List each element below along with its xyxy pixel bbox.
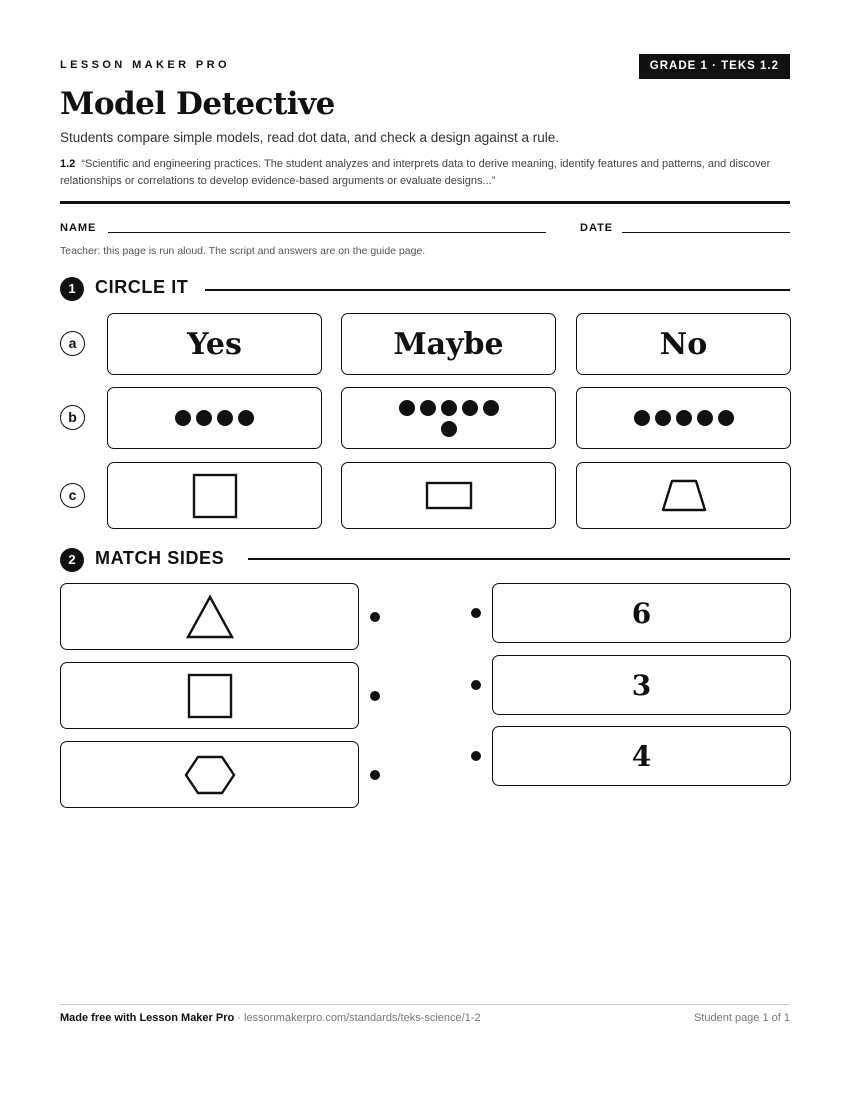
data-dot: [238, 410, 254, 426]
section-2-title: MATCH SIDES: [95, 548, 225, 568]
rectangle-icon: [424, 480, 474, 512]
section-2-number: 2: [60, 548, 84, 572]
dot-group: [394, 400, 504, 437]
square-icon: [190, 471, 240, 521]
match-shape-hexagon[interactable]: [60, 741, 359, 808]
match-dot-left-3[interactable]: [370, 770, 380, 780]
match-number-2[interactable]: [492, 655, 791, 715]
data-dot: [420, 400, 436, 416]
data-dot: [634, 410, 650, 426]
data-dot: [697, 410, 713, 426]
data-dot: [399, 400, 415, 416]
footer-divider: [60, 1004, 790, 1005]
data-dot: [462, 400, 478, 416]
dot-group: [160, 410, 270, 426]
standard-quote: [60, 156, 780, 190]
footer-made-with: Made free with Lesson Maker Pro: [60, 1012, 235, 1024]
triangle-icon: [185, 594, 235, 640]
data-dot: [655, 410, 671, 426]
trapezoid-icon: [659, 478, 709, 514]
section-1-rule: [205, 289, 790, 291]
option-yes-text: Yes: [187, 326, 242, 362]
dot-group: [629, 410, 739, 426]
data-dot: [196, 410, 212, 426]
dot-option-2[interactable]: [341, 387, 556, 449]
shape-option-3[interactable]: [576, 462, 791, 529]
page-subtitle: Students compare simple models, read dot data, and check a design against a rule.: [60, 130, 560, 145]
footer-separator: ·: [234, 1012, 244, 1024]
dot-option-1[interactable]: [107, 387, 322, 449]
match-dot-left-1[interactable]: [370, 612, 380, 622]
data-dot: [718, 410, 734, 426]
match-dot-right-2[interactable]: [471, 680, 481, 690]
footer-page-count: Student page 1 of 1: [693, 1012, 790, 1024]
match-dot-right-3[interactable]: [471, 751, 481, 761]
hexagon-icon: [183, 754, 237, 796]
brand-label: LESSON MAKER PRO: [60, 59, 230, 71]
option-maybe-text: Maybe: [393, 326, 504, 362]
match-number-1-text: 6: [631, 596, 652, 630]
match-shape-square[interactable]: [60, 662, 359, 729]
data-dot: [441, 400, 457, 416]
data-dot: [217, 410, 233, 426]
section-1-number: 1: [60, 277, 84, 301]
option-yes[interactable]: [107, 313, 322, 375]
match-shape-triangle[interactable]: [60, 583, 359, 650]
header-divider: [60, 201, 790, 204]
section-1-title: CIRCLE IT: [95, 277, 189, 297]
match-dot-left-2[interactable]: [370, 691, 380, 701]
page-title: Model Detective: [60, 86, 335, 122]
square-icon: [186, 672, 234, 720]
date-field[interactable]: [622, 232, 790, 233]
footer-url[interactable]: lessonmakerpro.com/standards/teks-science/1-2: [244, 1012, 481, 1024]
name-label: NAME: [60, 222, 97, 234]
row-a-label: a: [60, 331, 85, 356]
teacher-note: Teacher: this page is run aloud. The script and answers are on the guide page.: [60, 245, 426, 257]
data-dot: [175, 410, 191, 426]
data-dot: [676, 410, 692, 426]
standard-code: 1.2: [60, 158, 76, 170]
row-c-label: c: [60, 483, 85, 508]
date-label: DATE: [580, 222, 614, 234]
data-dot: [441, 421, 457, 437]
option-maybe[interactable]: [341, 313, 556, 375]
grade-badge: GRADE 1 · TEKS 1.2: [639, 54, 790, 79]
match-number-3-text: 4: [631, 739, 652, 773]
dot-option-3[interactable]: [576, 387, 791, 449]
option-no-text: No: [659, 326, 708, 362]
match-number-1[interactable]: [492, 583, 791, 643]
section-2-rule: [248, 558, 790, 560]
worksheet-page: [60, 0, 790, 1100]
match-dot-right-1[interactable]: [471, 608, 481, 618]
match-number-3[interactable]: [492, 726, 791, 786]
option-no[interactable]: [576, 313, 791, 375]
footer-credit: [60, 1012, 481, 1024]
shape-option-2[interactable]: [341, 462, 556, 529]
name-field[interactable]: [108, 232, 546, 233]
data-dot: [483, 400, 499, 416]
match-number-2-text: 3: [631, 668, 652, 702]
shape-option-1[interactable]: [107, 462, 322, 529]
standard-text: “Scientific and engineering practices. The student analyzes and interprets data to derive meaning, identify features and patterns, and discover relationships or correlations to develop evidence-based arguments or evaluate designs...”: [60, 158, 771, 187]
row-b-label: b: [60, 405, 85, 430]
